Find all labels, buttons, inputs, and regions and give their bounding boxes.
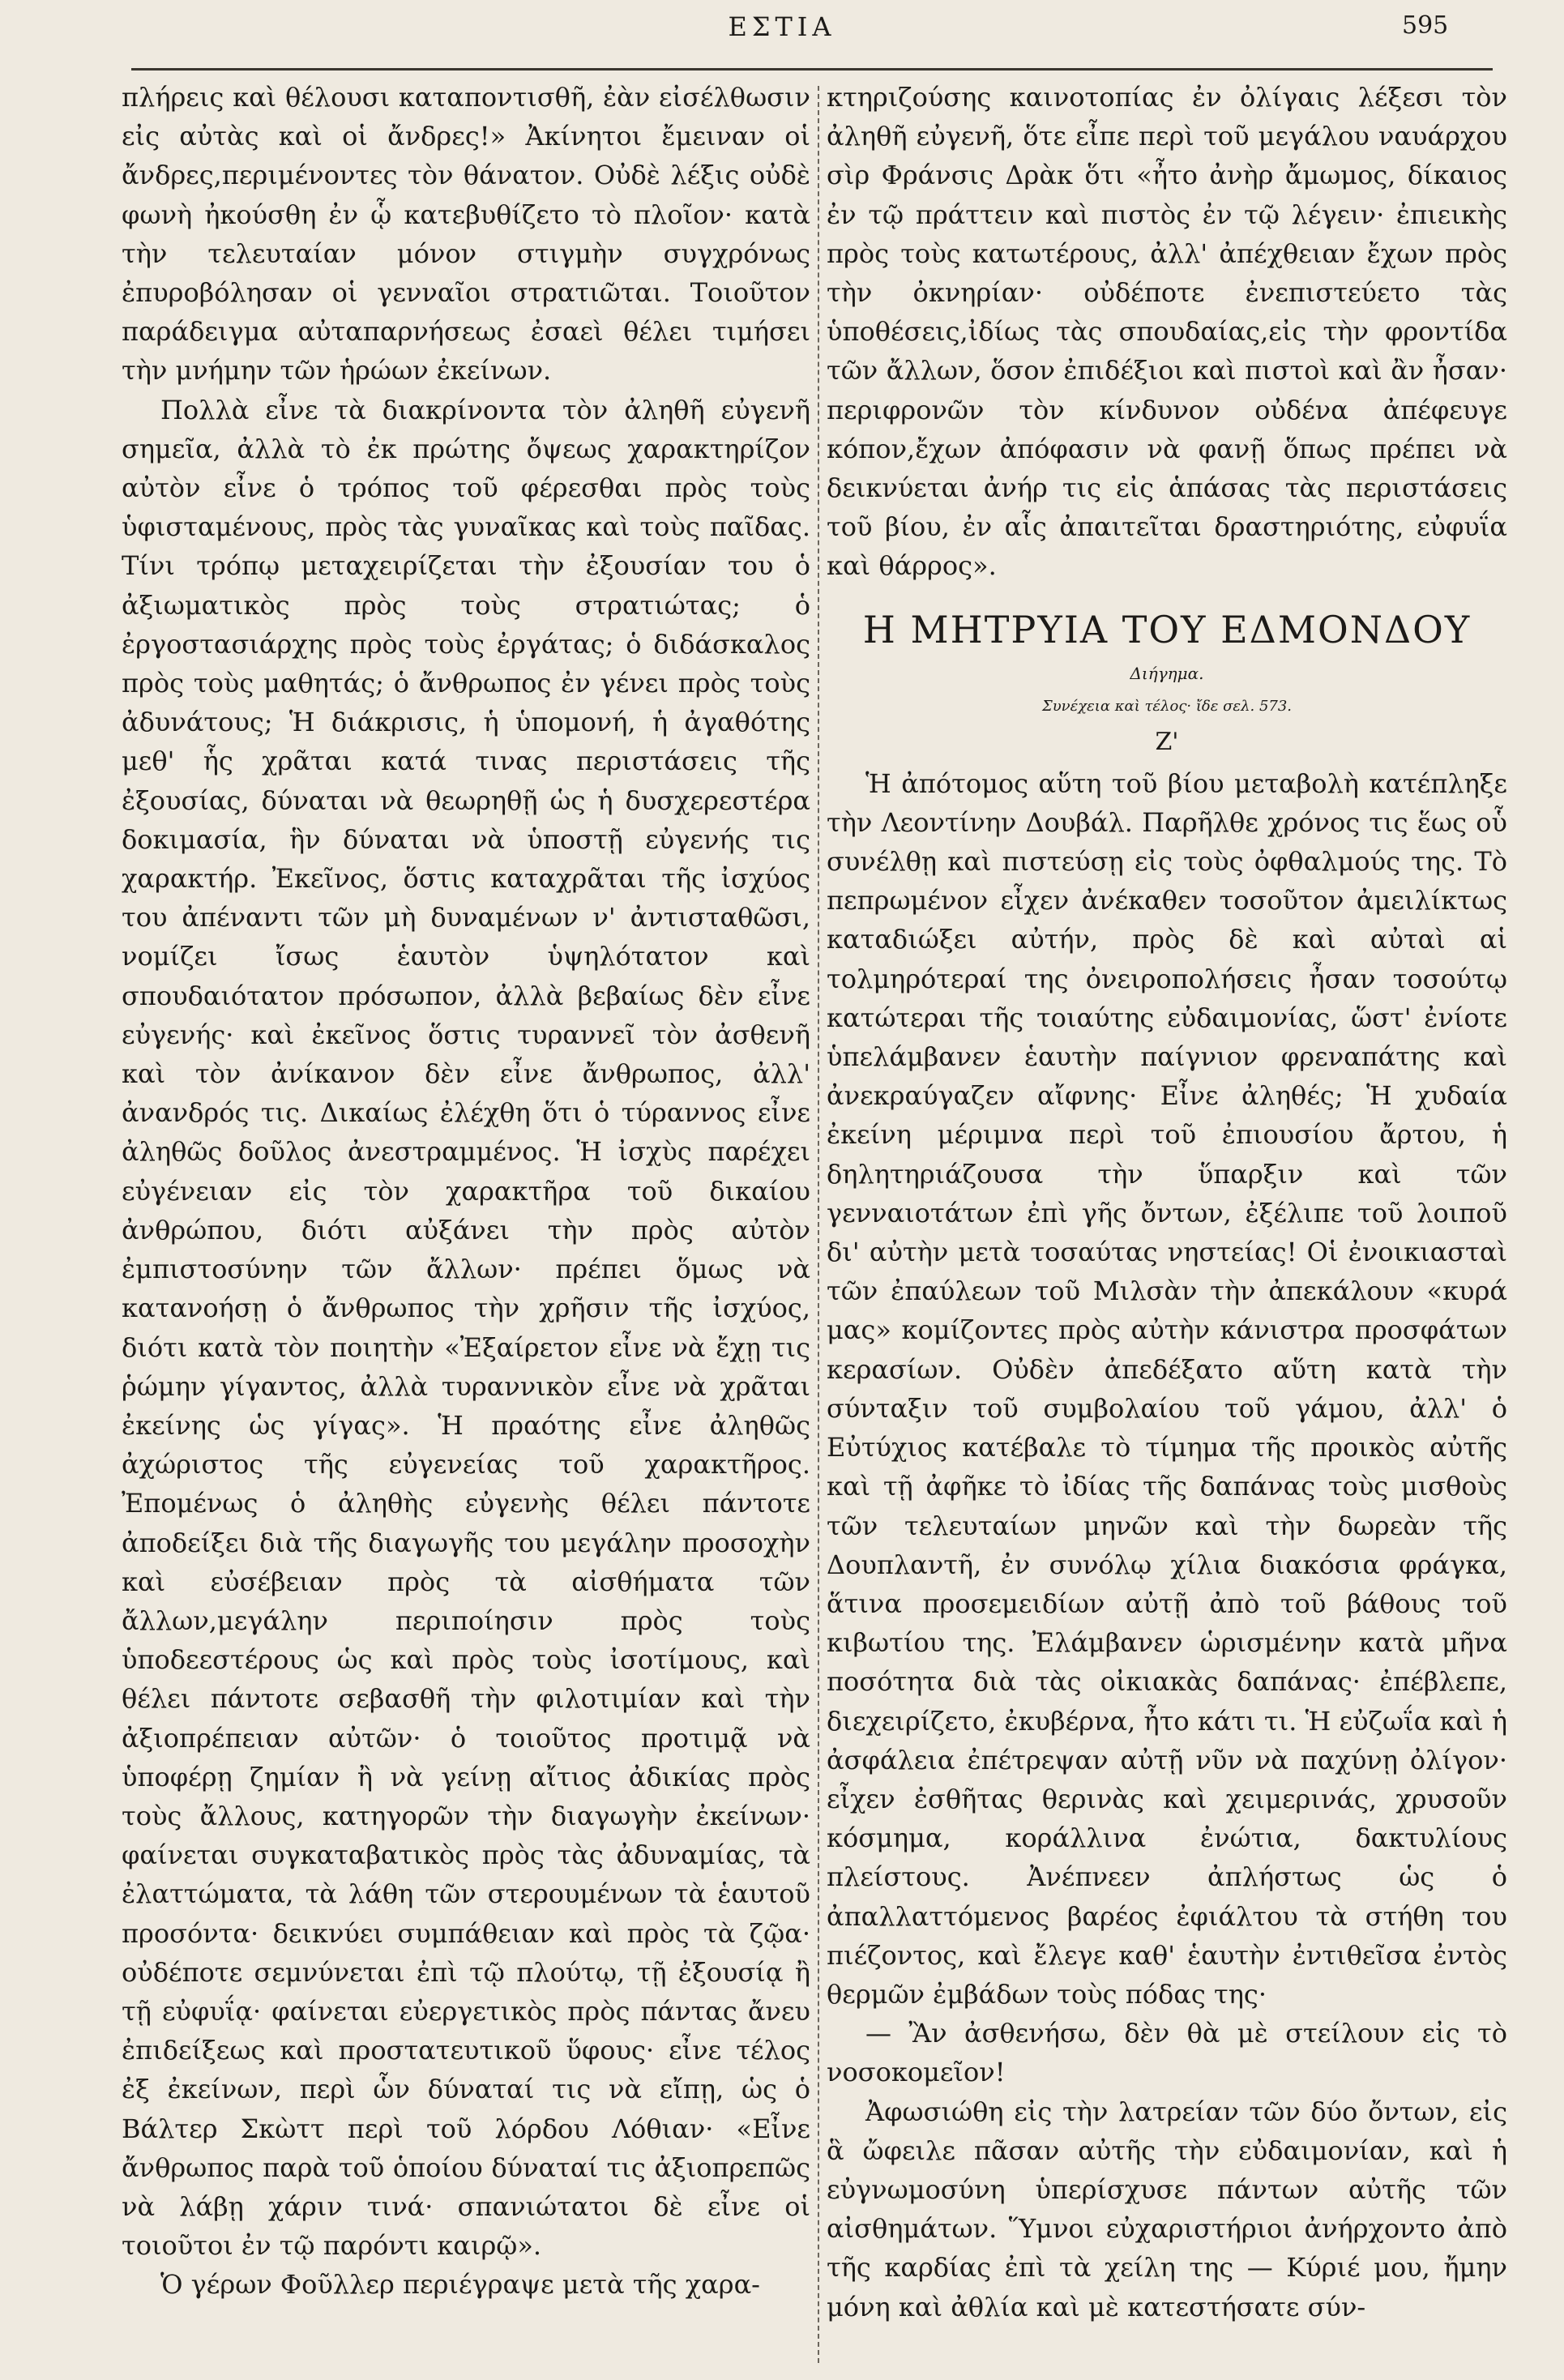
header-rule [131, 68, 1493, 71]
left-paragraph-3: Ὁ γέρων Φοῦλλερ περιέγραψε μετὰ τῆς χαρα- [160, 2269, 760, 2301]
left-paragraph-2: Πολλὰ εἶνε τὰ διακρίνοντα τὸν ἀληθῆ εὐγενῆ σημεῖα, ἀλλὰ τὸ ἐκ πρώτης ὄψεως χαρακτηρίζον αὐτὸν εἶνε ὁ τρόπος τοῦ φέρεσθαι πρὸς τοὺς ὑφισταμένους, πρὸς τὰς γυναῖκας καὶ τοὺς παῖδας. Τίνι τρόπῳ μεταχειρίζεται τὴν ἐξουσίαν του ὁ ἀξιωματικὸς πρὸς τοὺς στρατιώτας; ὁ ἐργοστασιάρχης πρὸς τοὺς ἐργάτας; ὁ διδάσκαλος πρὸς τοὺς μαθητάς; ὁ ἄνθρωπος ἐν γένει πρὸς τοὺς ἀδυνάτους; Ἡ διάκρισις, ἡ ὑπομονή, ἡ ἀγαθότης μεθ' ἧς χρᾶται κατά τινας περιστάσεις τῆς ἐξουσίας, δύναται νὰ θεωρηθῇ ὡς ἡ δυσχερεστέρα δοκιμασία, ἣν δύναται νὰ ὑποστῇ εὐγενής τις χαρακτήρ. Ἐκεῖνος, ὅστις καταχρᾶται τῆς ἰσχύος του ἀπέναντι τῶν μὴ δυναμένων ν' ἀντισταθῶσι, νομίζει ἴσως ἑαυτὸν ὑψηλότατον καὶ σπουδαιότατον πρόσωπον, ἀλλὰ βεβαίως δὲν εἶνε εὐγενής· καὶ ἐκεῖνος ὅστις τυραννεῖ τὸν ἀσθενῆ καὶ τὸν ἀνίκανον δὲν εἶνε ἄνθρωπος, ἀλλ' ἀνανδρός τις. Δικαίως ἐλέχθη ὅτι ὁ τύραννος εἶνε ἀληθῶς δοῦλος ἀνεστραμμένος. Ἡ ἰσχὺς παρέχει εὐγένειαν εἰς τὸν χαρακτῆρα τοῦ δικαίου ἀνθρώπου, διότι αὐξάνει τὴν πρὸς αὐτὸν ἐμπιστοσύνην τῶν ἄλλων· πρέπει ὅμως νὰ κατανοήσῃ ὁ ἄνθρωπος τὴν χρῆσιν τῆς ἰσχύος, διότι κατὰ τὸν ποιητὴν «Ἐξαίρετον εἶνε νὰ ἔχῃ τις ῥώμην γίγαντος, ἀλλὰ τυραννικὸν εἶνε νὰ χρᾶται ἐκείνης ὡς γίγας». Ἡ πραότης εἶνε ἀληθῶς ἀχώριστος τῆς εὐγενείας τοῦ χαρακτῆρος. Ἐπομένως ὁ ἀληθὴς εὐγενὴς θέλει πάντοτε ἀποδείξει διὰ τῆς διαγωγῆς του μεγάλην προσοχὴν καὶ εὐσέβειαν πρὸς τὰ αἰσθήματα τῶν ἄλλων,μεγάλην περιποίησιν πρὸς τοὺς ὑποδεεστέρους ὡς καὶ πρὸς τοὺς ἰσοτίμους, καὶ θέλει πάντοτε σεβασθῆ τὴν φιλοτιμίαν καὶ τὴν ἀξιοπρέπειαν αὐτῶν· ὁ τοιοῦτος προτιμᾷ νὰ ὑποφέρῃ ζημίαν ἢ νὰ γείνῃ αἴτιος ἀδικίας πρὸς τοὺς ἄλλους, κατηγορῶν τὴν διαγωγὴν ἐκείνων· φαίνεται συγκαταβατικὸς πρὸς τὰς ἀδυναμίας, τὰ ἐλαττώματα, τὰ λάθη τῶν στερουμένων τὰ ἑαυτοῦ προσόντα· δεικνύει συμπάθειαν καὶ πρὸς τὰ ζῷα· οὐδέποτε σεμνύνεται ἐπὶ τῷ πλούτῳ, τῇ ἐξουσίᾳ ἢ τῇ εὐφυΐᾳ· φαίνεται εὐεργετικὸς πρὸς πάντας ἄνευ ἐπιδείξεως καὶ προστατευτικοῦ ὕφους· εἶνε τέλος ἐξ ἐκείνων, περὶ ὧν δύναταί τις νὰ εἴπῃ, ὡς ὁ Βάλτερ Σκὼττ περὶ τοῦ λόρδου Λόθιαν· «Εἶνε ἄνθρωπος παρὰ τοῦ ὁποίου δύναταί τις ἀξιοπρεπῶς νὰ λάβῃ χάριν τινά· σπανιώτατοι δὲ εἶνε οἱ τοιοῦτοι ἐν τῷ παρόντι καιρῷ». [122, 394, 810, 2262]
left-paragraph-1: πλήρεις καὶ θέλουσι καταποντισθῆ, ἐὰν εἰσέλθωσιν εἰς αὐτὰς καὶ οἱ ἄνδρες!» Ἀκίνητοι ἔμειναν οἱ ἄνδρες,περιμένοντες τὸν θάνατον. Οὐδὲ λέξις οὐδὲ φωνὴ ἠκούσθη ἐν ᾧ κατεβυθίζετο τὸ πλοῖον· κατὰ τὴν τελευταίαν μόνον στιγμὴν συγχρόνως ἐπυροβόλησαν οἱ γενναῖοι στρατιῶται. Τοιοῦτον παράδειγμα αὐταπαρνήσεως ἐσαεὶ θέλει τιμήσει τὴν μνήμην τῶν ἡρώων ἐκείνων. [122, 82, 810, 387]
story-genre: Διήγημα. [1130, 663, 1204, 683]
right-paragraph-1: κτηριζούσης καινοτοπίας ἐν ὀλίγαις λέξεσι τὸν ἀληθῆ εὐγενῆ, ὅτε εἶπε περὶ τοῦ μεγάλου ναυάρχου σὶρ Φράνσις Δρὰκ ὅτι «ἦτο ἀνὴρ ἄμωμος, δίκαιος ἐν τῷ πράττειν καὶ πιστὸς ἐν τῷ λέγειν· ἐπιεικὴς πρὸς τοὺς κατωτέρους, ἀλλ' ἀπέχθειαν ἔχων πρὸς τὴν ὀκνηρίαν· οὐδέποτε ἐνεπιστεύετο τὰς ὑποθέσεις,ἰδίως τὰς σπουδαίας,εἰς τὴν φροντίδα τῶν ἄλλων, ὅσον ἐπιδέξιοι καὶ πιστοὶ καὶ ἂν ἦσαν· περιφρονῶν τὸν κίνδυνον οὐδένα ἀπέφευγε κόπον,ἔχων ἀπόφασιν νὰ φανῇ ὅπως πρέπει νὰ δεικνύεται ἀνήρ τις εἰς ἁπάσας τὰς περιστάσεις τοῦ βίου, ἐν αἷς ἀπαιτεῖται δραστηριότης, εὐφυΐα καὶ θάρρος». [827, 82, 1507, 582]
story-continuation-note: Συνέχεια καὶ τέλος· ἴδε σελ. 573. [1041, 697, 1293, 715]
right-paragraph-4: Ἀφωσιώθη εἰς τὴν λατρείαν τῶν δύο ὄντων, εἰς ἃ ὤφειλε πᾶσαν αὐτῆς τὴν εὐδαιμονίαν, καὶ ἡ εὐγνωμοσύνη ὑπερίσχυσε πάντων αὐτῆς τῶν αἰσθημάτων. Ὕμνοι εὐχαριστήριοι ἀνήρχοντο ἀπὸ τῆς καρδίας ἐπὶ τὰ χείλη της — Κύριέ μου, ἤμην μόνη καὶ ἀθλία καὶ μὲ κατεστήσατε σύν- [827, 2096, 1507, 2322]
right-paragraph-2: Ἡ ἀπότομος αὕτη τοῦ βίου μεταβολὴ κατέπληξε τὴν Λεοντίνην Δουβάλ. Παρῆλθε χρόνος τις ἕως οὗ συνέλθῃ καὶ πιστεύσῃ εἰς τοὺς ὀφθαλμούς της. Τὸ πεπρωμένον εἶχεν ἀνέκαθεν τοσοῦτον ἀμειλίκτως καταδιώξει αὐτήν, πρὸς δὲ καὶ αὐταὶ αἱ τολμηρότεραί της ὀνειροπολήσεις ἦσαν τοσούτῳ κατώτεραι τῆς τοιαύτης εὐδαιμονίας, ὥστ' ἐνίοτε ὑπελάμβανεν ἑαυτὴν παίγνιον φρεναπάτης καὶ ἀνεκραύγαζεν αἴφνης· Εἶνε ἀληθές; Ἡ χυδαία ἐκείνη μέριμνα περὶ τοῦ ἐπιουσίου ἄρτου, ἡ δηλητηριάζουσα τὴν ὕπαρξιν καὶ τῶν γενναιοτάτων ἐπὶ γῆς ὄντων, ἐξέλιπε τοῦ λοιποῦ δι' αὐτὴν μετὰ τοσαύτας νηστείας! Οἱ ἐνοικιασταὶ τῶν ἐπαύλεων τοῦ Μιλσὰν τὴν ἀπεκάλουν «κυρά μας» κομίζοντες πρὸς αὐτὴν κάνιστρα προσφάτων κερασίων. Οὐδὲν ἀπεδέξατο αὕτη κατὰ τὴν σύνταξιν τοῦ συμβολαίου τοῦ γάμου, ἀλλ' ὁ Εὐτύχιος κατέβαλε τὸ τίμημα τῆς προικὸς αὐτῆς καὶ τῇ ἀφῆκε τὸ ἰδίας τῆς δαπάνας τοὺς μισθοὺς τῶν τελευταίων μηνῶν καὶ τὴν δωρεὰν τῆς Δουπλαντῆ, ἐν συνόλῳ χίλια διακόσια φράγκα, ἅτινα προσεμειδίων αὐτῇ ἀπὸ τοῦ βάθους τοῦ κιβωτίου της. Ἐλάμβανεν ὡρισμένην κατὰ μῆνα ποσότητα διὰ τὰς οἰκιακὰς δαπάνας· ἐπέβλεπε, διεχειρίζετο, ἐκυβέρνα, ἦτο κάτι τι. Ἡ εὐζωΐα καὶ ἡ ἀσφάλεια ἐπέτρεψαν αὐτῇ νῦν νὰ παχύνῃ ὀλίγον· εἶχεν ἐσθῆτας θερινὰς καὶ χειμερινάς, χρυσοῦν κόσμημα, κοράλλινα ἐνώτια, δακτυλίους πλείστους. Ἀνέπνεεν ἀπλήστως ὡς ὁ ἀπαλλαττόμενος βαρέος ἐφιάλτου τὰ στήθη του πιέζοντος, καὶ ἔλεγε καθ' ἑαυτὴν ἐντιθεῖσα ἐντὸς θερμῶν ἐμβάδων τοὺς πόδας της· [827, 767, 1507, 2010]
left-column [122, 78, 810, 2363]
column-divider [818, 86, 819, 2363]
chapter-number: Ζ' [1155, 727, 1179, 756]
right-column [827, 78, 1507, 2363]
running-title: ΕΣΤΙΑ [728, 11, 836, 42]
story-title: Η ΜΗΤΡΥΙΑ ΤΟΥ ΕΔΜΟΝΔΟΥ [862, 607, 1472, 652]
right-paragraph-3: — Ἂν ἀσθενήσω, δὲν θὰ μὲ στείλουν εἰς τὸ νοσοκομεῖον! [827, 2018, 1507, 2088]
page-number: 595 [1402, 11, 1449, 40]
